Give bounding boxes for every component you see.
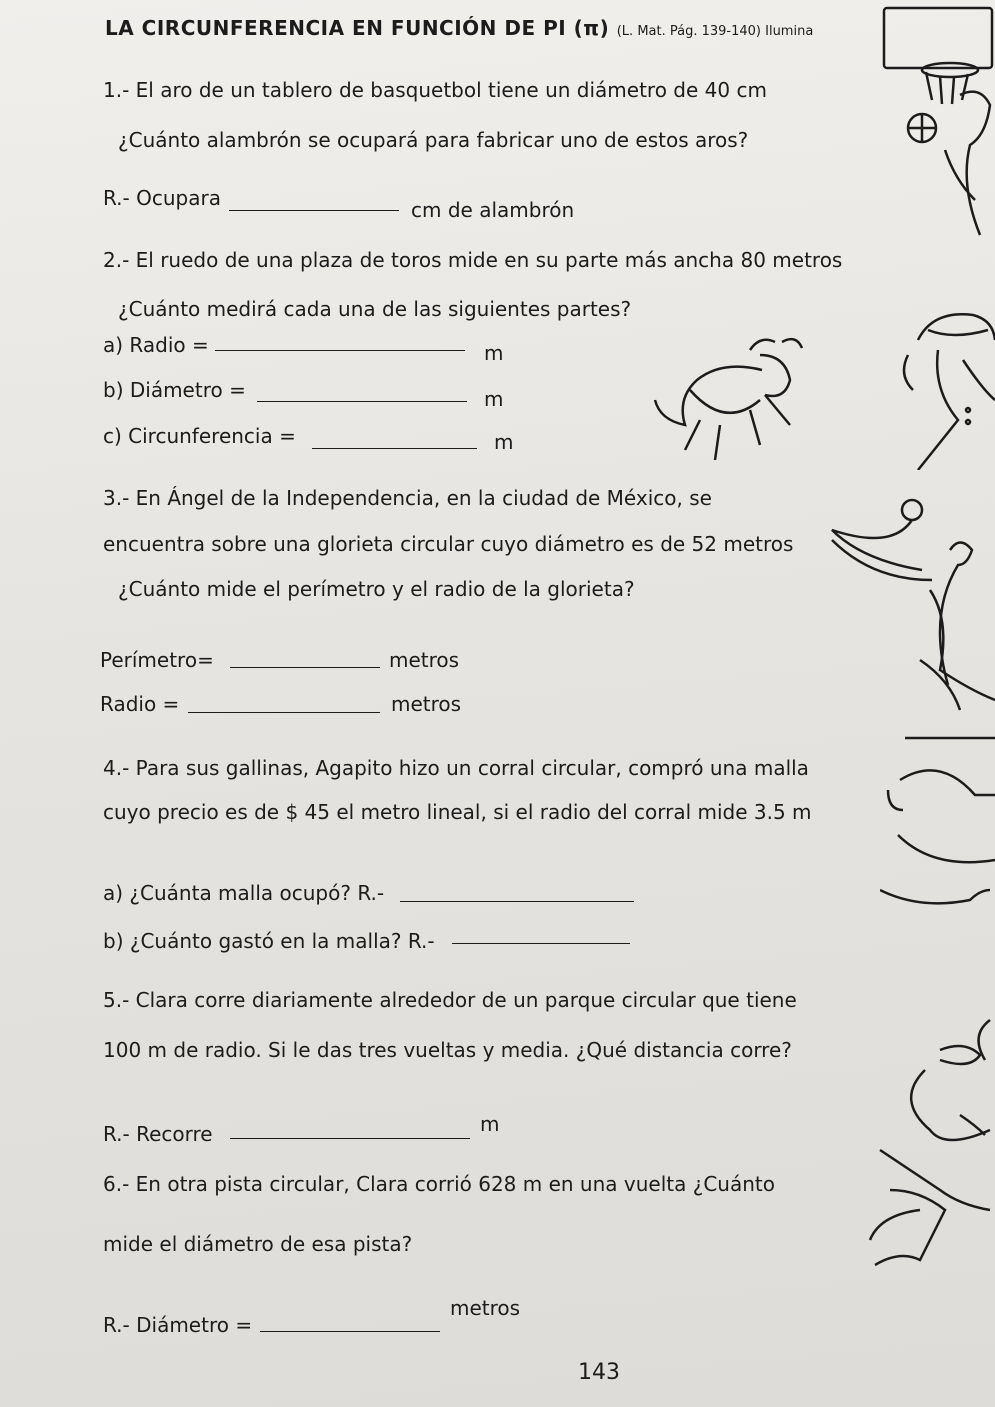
q1-line2: ¿Cuánto alambrón se ocupará para fabricar uno de estos aros? — [118, 128, 749, 152]
q2-circunferencia-blank[interactable] — [312, 448, 477, 449]
q6-answer-unit: metros — [450, 1296, 521, 1320]
q4-a-label: a) ¿Cuánta malla ocupó? R.- — [103, 881, 385, 905]
q6-line1: 6.- En otra pista circular, Clara corrió 628 m en una vuelta ¿Cuánto — [103, 1172, 775, 1196]
q1-answer-unit: cm de alambrón — [411, 198, 575, 222]
bull-illustration — [650, 330, 815, 470]
q5-line1: 5.- Clara corre diariamente alrededor de un parque circular que tiene — [103, 988, 797, 1012]
q5-line2: 100 m de radio. Si le das tres vueltas y media. ¿Qué distancia corre? — [103, 1038, 792, 1062]
q4-line2: cuyo precio es de $ 45 el metro lineal, si el radio del corral mide 3.5 m — [103, 800, 812, 824]
q4-a-blank[interactable] — [400, 901, 634, 902]
q3-line2: encuentra sobre una glorieta circular cuyo diámetro es de 52 metros — [103, 532, 794, 556]
q2-radio-blank[interactable] — [215, 350, 465, 351]
q4-b-label: b) ¿Cuánto gastó en la malla? R.- — [103, 929, 435, 953]
bullfighter-illustration — [878, 300, 995, 470]
q1-answer-blank[interactable] — [229, 210, 399, 211]
q1-line1: 1.- El aro de un tablero de basquetbol tiene un diámetro de 40 cm — [103, 78, 767, 102]
q2-diametro-label: b) Diámetro = — [103, 378, 246, 402]
q2-line2: ¿Cuánto medirá cada una de las siguientes partes? — [118, 297, 632, 321]
angel-of-independence-illustration — [820, 480, 995, 740]
q6-line2: mide el diámetro de esa pista? — [103, 1232, 413, 1256]
q3-perimetro-label: Perímetro= — [100, 648, 214, 672]
q2-circunferencia-unit: m — [494, 430, 514, 454]
basketball-player-illustration — [870, 0, 995, 240]
q3-line1: 3.- En Ángel de la Independencia, en la ciudad de México, se — [103, 486, 712, 510]
q6-answer-prefix: R.- Diámetro = — [103, 1313, 253, 1337]
q3-radio-label: Radio = — [100, 692, 180, 716]
page-number: 143 — [578, 1360, 620, 1385]
q3-radio-unit: metros — [391, 692, 462, 716]
worksheet-title — [105, 16, 813, 40]
q2-radio-unit: m — [484, 341, 504, 365]
q1-answer-prefix: R.- Ocupara — [103, 186, 221, 210]
q2-circunferencia-label: c) Circunferencia = — [103, 424, 296, 448]
q2-diametro-unit: m — [484, 387, 504, 411]
q3-radio-blank[interactable] — [188, 712, 380, 713]
q3-perimetro-unit: metros — [389, 648, 460, 672]
q3-perimetro-blank[interactable] — [230, 667, 380, 668]
runner-illustration — [860, 1010, 995, 1280]
title-reference: (L. Mat. Pág. 139-140) Ilumina — [616, 24, 814, 39]
q3-line3: ¿Cuánto mide el perímetro y el radio de la glorieta? — [118, 577, 635, 601]
q5-answer-prefix: R.- Recorre — [103, 1122, 213, 1146]
q4-line1: 4.- Para sus gallinas, Agapito hizo un corral circular, compró una malla — [103, 756, 809, 780]
q5-answer-unit: m — [480, 1112, 500, 1136]
q2-radio-label: a) Radio = — [103, 333, 209, 357]
q2-line1: 2.- El ruedo de una plaza de toros mide en su parte más ancha 80 metros — [103, 248, 843, 272]
q4-b-blank[interactable] — [452, 943, 630, 944]
q5-answer-blank[interactable] — [230, 1138, 470, 1139]
q2-diametro-blank[interactable] — [257, 401, 467, 402]
title-main: LA CIRCUNFERENCIA EN FUNCIÓN DE PI (π) — [105, 16, 610, 40]
q6-answer-blank[interactable] — [260, 1331, 440, 1332]
farmer-illustration — [880, 760, 995, 920]
